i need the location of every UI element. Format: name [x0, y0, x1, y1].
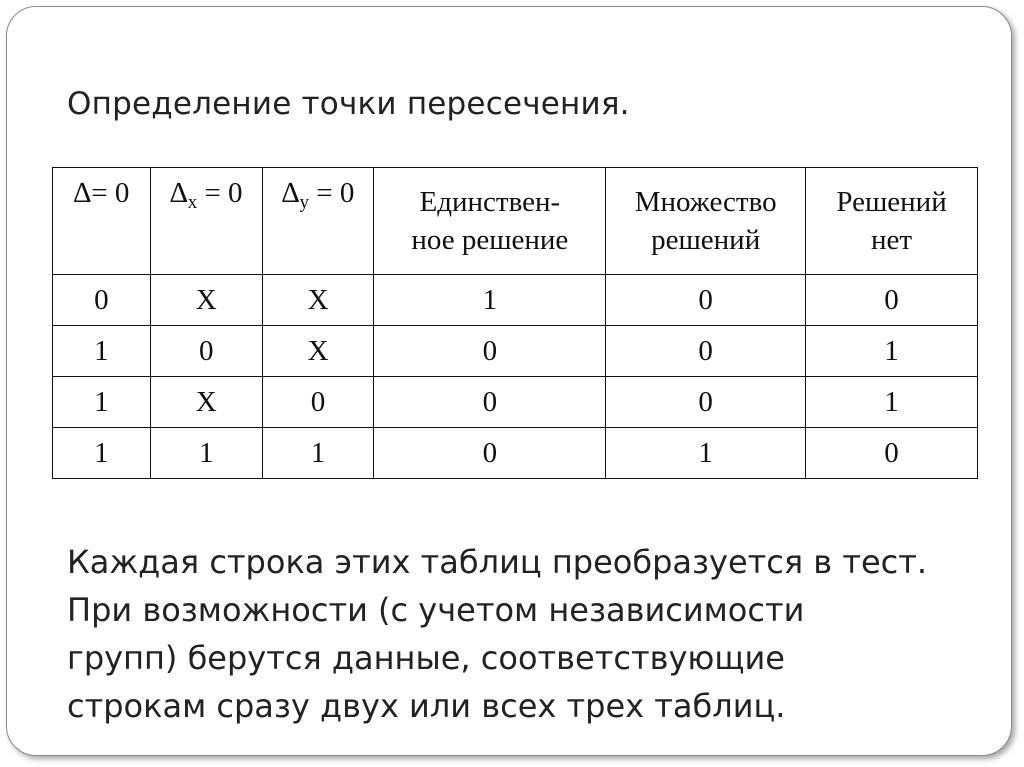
delta-symbol: ∆: [281, 177, 300, 209]
table-cell: X: [150, 377, 262, 428]
table-cell: 0: [806, 275, 978, 326]
header-line: нет: [871, 224, 913, 256]
delta-symbol: ∆: [73, 177, 92, 209]
delta-subscript: y: [299, 192, 309, 213]
table-cell: 1: [53, 326, 151, 377]
paragraph-line: Каждая строка этих таблиц преобразуется в тест.: [67, 543, 928, 581]
slide-title: Определение точки пересечения.: [67, 86, 630, 122]
table-cell: 1: [374, 275, 606, 326]
header-delta: [53, 168, 151, 275]
header-line: решений: [651, 224, 761, 256]
delta-condition: = 0: [197, 177, 243, 209]
table-cell: 0: [53, 275, 151, 326]
paragraph-line: При возможности (с учетом независимости: [67, 591, 805, 629]
table-row: [53, 275, 978, 326]
table-cell: 1: [53, 377, 151, 428]
header-many-solutions: [606, 168, 806, 275]
table-cell: 0: [806, 428, 978, 479]
delta-condition: = 0: [308, 177, 355, 209]
table-cell: 1: [806, 377, 978, 428]
header-line: Единствен-: [419, 186, 561, 218]
table-cell: 1: [806, 326, 978, 377]
table-cell: 1: [262, 428, 374, 479]
table-row: [53, 326, 978, 377]
table-cell: 1: [53, 428, 151, 479]
header-line: ное решение: [411, 224, 569, 256]
table-cell: 0: [262, 377, 374, 428]
table-header-row: [53, 168, 978, 275]
table-cell: 0: [374, 377, 606, 428]
delta-condition: = 0: [91, 177, 130, 209]
header-line: Решений: [836, 186, 947, 218]
table-row: [53, 377, 978, 428]
header-no-solutions: [806, 168, 978, 275]
header-unique-solution: [374, 168, 606, 275]
table-cell: 0: [374, 428, 606, 479]
paragraph-line: групп) берутся данные, соответствующие: [67, 639, 785, 677]
header-delta-x: [150, 168, 262, 275]
header-line: Множество: [634, 186, 777, 218]
table-cell: 0: [374, 326, 606, 377]
table-row: [53, 428, 978, 479]
paragraph-line: строкам сразу двух или всех трех таблиц.: [67, 687, 786, 725]
truth-table: [52, 167, 978, 479]
table-cell: X: [262, 326, 374, 377]
table-cell: 0: [150, 326, 262, 377]
delta-symbol: ∆: [169, 177, 188, 209]
table-cell: 0: [606, 275, 806, 326]
header-delta-y: [262, 168, 374, 275]
table-cell: X: [150, 275, 262, 326]
table-cell: X: [262, 275, 374, 326]
table-cell: 0: [606, 326, 806, 377]
table-cell: 1: [606, 428, 806, 479]
delta-subscript: x: [187, 192, 198, 213]
table-cell: 1: [150, 428, 262, 479]
body-paragraph: [67, 538, 987, 730]
table-cell: 0: [606, 377, 806, 428]
